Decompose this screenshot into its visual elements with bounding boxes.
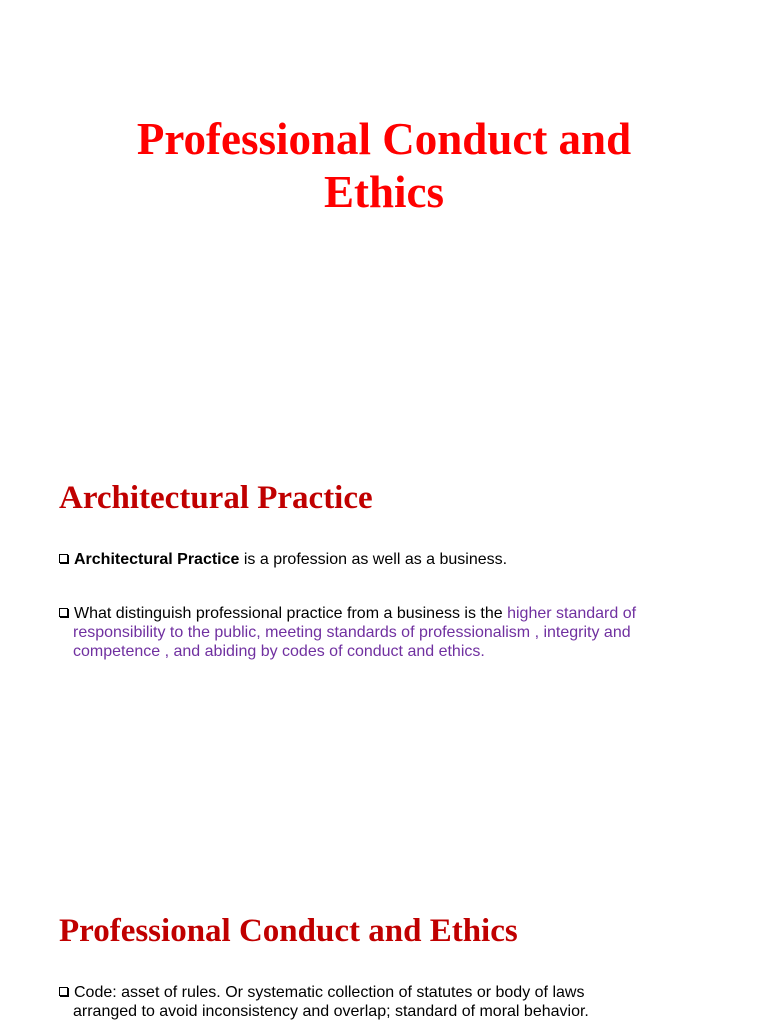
checkbox-bullet-icon bbox=[59, 608, 68, 617]
bullet-line-2: arranged to avoid inconsistency and overlap; standard of moral behavior. bbox=[73, 1003, 589, 1020]
bullet-accent-line-2: responsibility to the public, meeting standards of professionalism , integrity and bbox=[73, 624, 631, 641]
section-heading-professional-conduct: Professional Conduct and Ethics bbox=[59, 913, 518, 949]
bullet-accent-text: higher standard of bbox=[507, 605, 637, 622]
checkbox-bullet-icon bbox=[59, 987, 68, 996]
section-heading-architectural-practice: Architectural Practice bbox=[59, 480, 373, 516]
bullet-text: What distinguish professional practice from a business is the bbox=[74, 605, 508, 622]
bullet-text: Code: asset of rules. Or systematic collection of statutes or body of laws bbox=[74, 984, 585, 1001]
bullet-text: is a profession as well as a business. bbox=[239, 551, 508, 568]
bullet-line bbox=[59, 604, 719, 623]
slide-title-line-1: Professional Conduct and bbox=[136, 114, 632, 164]
bullet-accent-line-3: competence , and abiding by codes of conduct and ethics. bbox=[73, 643, 485, 660]
bullet-line bbox=[59, 983, 719, 1002]
bullet-line bbox=[59, 550, 719, 569]
bullet-architectural-practice bbox=[59, 550, 719, 569]
slide-title bbox=[0, 113, 768, 219]
bullet-bold-lead: Architectural Practice bbox=[74, 551, 240, 568]
bullet-professional-vs-business bbox=[59, 604, 719, 661]
checkbox-bullet-icon bbox=[59, 554, 68, 563]
slide-title-line-2: Ethics bbox=[323, 167, 444, 217]
bullet-code-definition bbox=[59, 983, 719, 1021]
